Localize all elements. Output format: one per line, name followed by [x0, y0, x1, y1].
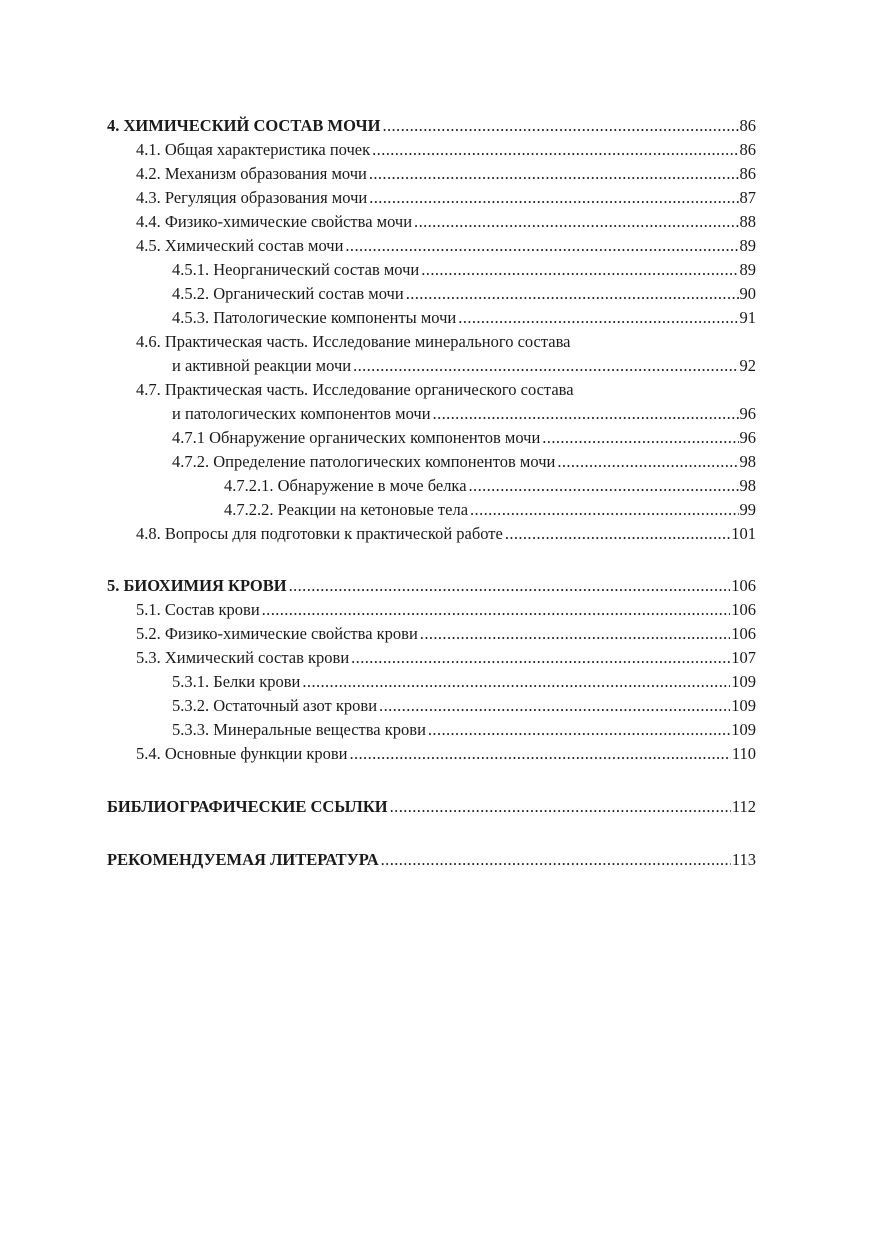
toc-page-number: 98 — [739, 452, 756, 471]
toc-leader-dots — [414, 210, 738, 234]
toc-leader-dots — [302, 670, 730, 694]
toc-page-number: 112 — [731, 797, 756, 816]
toc-page-number: 106 — [731, 600, 756, 619]
toc-entry-5-3-2[interactable] — [107, 694, 756, 718]
toc-leader-dots — [381, 848, 731, 872]
toc-entry-title: РЕКОМЕНДУЕМАЯ ЛИТЕРАТУРА — [107, 850, 379, 869]
toc-entry-4-5-2[interactable] — [107, 282, 756, 306]
toc-leader-dots — [433, 402, 739, 426]
toc-chapter-4 — [107, 114, 756, 546]
toc-entry-title: 4.5.1. Неорганический состав мочи — [172, 260, 420, 279]
toc-leader-dots — [469, 474, 739, 498]
toc-entry-title: 5.3.2. Остаточный азот крови — [172, 696, 378, 715]
toc-entry-title: 4.5.3. Патологические компоненты мочи — [172, 308, 457, 327]
toc-leader-dots — [379, 694, 730, 718]
toc-leader-dots — [369, 162, 739, 186]
toc-entry-4-7-2-2[interactable] — [107, 498, 756, 522]
toc-leader-dots — [353, 354, 738, 378]
toc-leader-dots — [505, 522, 730, 546]
toc-entry-title: 5.3.1. Белки крови — [172, 672, 301, 691]
toc-entry-5-2[interactable] — [107, 622, 756, 646]
toc-entry-4-5[interactable] — [107, 234, 756, 258]
toc-entry-title-line2: и активной реакции мочи — [172, 356, 352, 375]
toc-page-number: 106 — [731, 624, 756, 643]
toc-page-number: 99 — [739, 500, 756, 519]
toc-entry-4-7-2-1[interactable] — [107, 474, 756, 498]
toc-entry-title: 4.5. Химический состав мочи — [136, 236, 344, 255]
section-spacer — [107, 546, 756, 574]
toc-page-number: 92 — [739, 356, 756, 375]
toc-entry-recommended-literature[interactable] — [107, 848, 756, 872]
toc-entry-4-7-1[interactable] — [107, 426, 756, 450]
toc-leader-dots — [542, 426, 738, 450]
toc-entry-4-6[interactable] — [107, 330, 756, 378]
toc-entry-title: 4.1. Общая характеристика почек — [136, 140, 371, 159]
toc-entry-title: 5.4. Основные функции крови — [136, 744, 348, 763]
toc-page-number: 86 — [739, 116, 756, 135]
toc-leader-dots — [382, 114, 738, 138]
toc-leader-dots — [557, 450, 738, 474]
toc-entry-title: 4.2. Механизм образования мочи — [136, 164, 367, 183]
toc-entry-title: 5. БИОХИМИЯ КРОВИ — [107, 576, 287, 595]
toc-page-number: 89 — [739, 260, 756, 279]
toc-page-number: 86 — [739, 140, 756, 159]
toc-entry-title: БИБЛИОГРАФИЧЕСКИЕ ССЫЛКИ — [107, 797, 388, 816]
toc-entry-5-4[interactable] — [107, 742, 756, 766]
toc-page-number: 91 — [739, 308, 756, 327]
toc-page-number: 98 — [739, 476, 756, 495]
toc-entry-4-4[interactable] — [107, 210, 756, 234]
toc-page-number: 87 — [739, 188, 756, 207]
toc-entry-4-3[interactable] — [107, 186, 756, 210]
toc-leader-dots — [390, 795, 731, 819]
toc-entry-title: 4.7.1 Обнаружение органических компонентов мочи — [172, 428, 541, 447]
toc-entry-4-6-continuation — [136, 354, 756, 378]
toc-page-number: 101 — [731, 524, 756, 543]
toc-entry-title-line1: 4.6. Практическая часть. Исследование минерального состава — [136, 332, 571, 351]
toc-page-number: 106 — [731, 576, 756, 595]
toc-entry-4-2[interactable] — [107, 162, 756, 186]
toc-entry-4-7-2[interactable] — [107, 450, 756, 474]
toc-page-number: 89 — [739, 236, 756, 255]
toc-entry-title: 4.4. Физико-химические свойства мочи — [136, 212, 413, 231]
toc-page-number: 90 — [739, 284, 756, 303]
toc-page-number: 109 — [731, 672, 756, 691]
toc-chapter-5 — [107, 574, 756, 766]
toc-page-number: 113 — [731, 850, 756, 869]
toc-entry-4-8[interactable] — [107, 522, 756, 546]
toc-entry-4-5-1[interactable] — [107, 258, 756, 282]
section-spacer — [107, 819, 756, 848]
toc-entry-title: 5.2. Физико-химические свойства крови — [136, 624, 418, 643]
toc-leader-dots — [351, 646, 730, 670]
toc-leader-dots — [345, 234, 738, 258]
toc-entry-title: 5.1. Состав крови — [136, 600, 260, 619]
toc-entry-title: 4. ХИМИЧЕСКИЙ СОСТАВ МОЧИ — [107, 116, 381, 135]
toc-entry-4-7[interactable] — [107, 378, 756, 426]
toc-page-number: 110 — [731, 744, 756, 763]
table-of-contents — [107, 114, 756, 872]
toc-page-number: 107 — [731, 648, 756, 667]
toc-entry-4-5-3[interactable] — [107, 306, 756, 330]
toc-leader-dots — [289, 574, 731, 598]
toc-leader-dots — [420, 622, 730, 646]
toc-leader-dots — [406, 282, 739, 306]
toc-entry-title-line2: и патологических компонентов мочи — [172, 404, 431, 423]
toc-entry-5-3[interactable] — [107, 646, 756, 670]
toc-page-number: 96 — [739, 428, 756, 447]
toc-entry-5-3-3[interactable] — [107, 718, 756, 742]
toc-entry-chapter-5[interactable] — [107, 574, 756, 598]
toc-entry-title: 4.7.2.2. Реакции на кетоновые тела — [224, 500, 469, 519]
section-spacer — [107, 766, 756, 795]
toc-page-number: 96 — [739, 404, 756, 423]
toc-leader-dots — [262, 598, 731, 622]
toc-entry-chapter-4[interactable] — [107, 114, 756, 138]
toc-leader-dots — [421, 258, 738, 282]
toc-leader-dots — [372, 138, 738, 162]
toc-leader-dots — [369, 186, 738, 210]
toc-leader-dots — [470, 498, 738, 522]
toc-entry-4-7-continuation — [136, 402, 756, 426]
toc-entry-5-3-1[interactable] — [107, 670, 756, 694]
toc-leader-dots — [458, 306, 738, 330]
toc-entry-title: 4.7.2. Определение патологических компонентов мочи — [172, 452, 556, 471]
toc-leader-dots — [428, 718, 730, 742]
toc-entry-title: 5.3.3. Минеральные вещества крови — [172, 720, 426, 739]
toc-entry-4-1[interactable] — [107, 138, 756, 162]
toc-entry-bibliography[interactable] — [107, 795, 756, 819]
toc-page-number: 109 — [731, 720, 756, 739]
toc-page-number: 109 — [731, 696, 756, 715]
toc-leader-dots — [349, 742, 730, 766]
toc-entry-title: 4.8. Вопросы для подготовки к практической работе — [136, 524, 503, 543]
toc-page-number: 88 — [739, 212, 756, 231]
toc-entry-title-line1: 4.7. Практическая часть. Исследование органического состава — [136, 380, 574, 399]
toc-page-number: 86 — [739, 164, 756, 183]
toc-entry-title: 4.5.2. Органический состав мочи — [172, 284, 404, 303]
toc-entry-title: 4.3. Регуляция образования мочи — [136, 188, 368, 207]
toc-entry-title: 5.3. Химический состав крови — [136, 648, 350, 667]
toc-entry-title: 4.7.2.1. Обнаружение в моче белка — [224, 476, 467, 495]
toc-entry-5-1[interactable] — [107, 598, 756, 622]
